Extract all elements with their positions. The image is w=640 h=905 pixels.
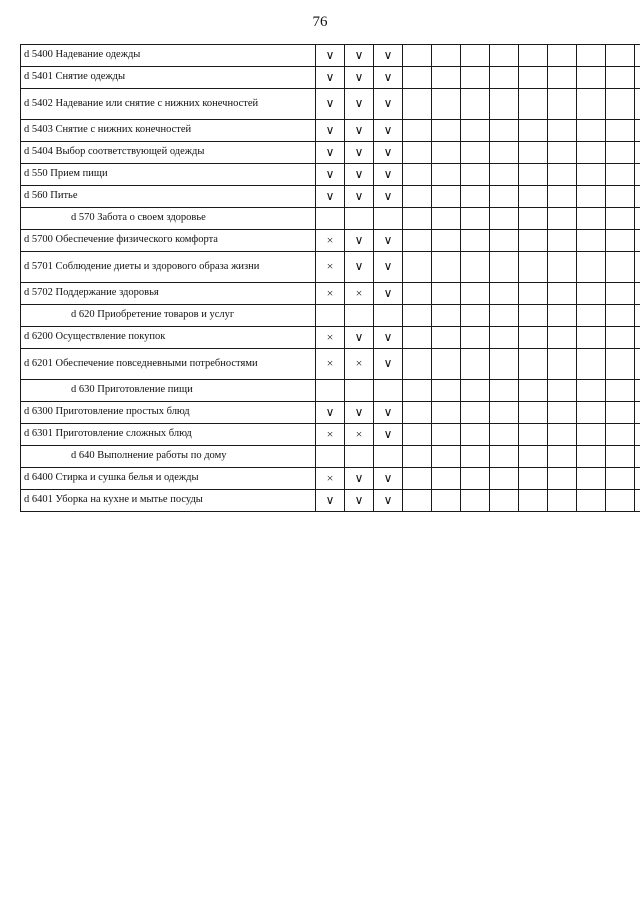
mark-cell bbox=[345, 208, 374, 230]
empty-cell bbox=[519, 142, 548, 164]
empty-cell bbox=[577, 142, 606, 164]
mark-cell: ∨ bbox=[316, 142, 345, 164]
mark-cell: ∨ bbox=[374, 424, 403, 446]
row-label: d 6301 Приготовление сложных блюд bbox=[21, 424, 316, 446]
empty-cell bbox=[635, 120, 640, 142]
mark-cell: ∨ bbox=[374, 327, 403, 349]
table-row bbox=[21, 186, 640, 208]
empty-cell bbox=[490, 349, 519, 380]
empty-cell bbox=[490, 305, 519, 327]
empty-cell bbox=[606, 142, 635, 164]
empty-cell bbox=[577, 402, 606, 424]
empty-cell bbox=[519, 120, 548, 142]
mark-cell: ∨ bbox=[374, 402, 403, 424]
mark-cell bbox=[345, 446, 374, 468]
assessment-table-body bbox=[21, 45, 640, 512]
empty-cell bbox=[461, 230, 490, 252]
table-row bbox=[21, 164, 640, 186]
mark-cell: ∨ bbox=[316, 89, 345, 120]
empty-cell bbox=[490, 327, 519, 349]
empty-cell bbox=[403, 67, 432, 89]
empty-cell bbox=[461, 164, 490, 186]
empty-cell bbox=[606, 424, 635, 446]
row-label: d 550 Прием пищи bbox=[21, 164, 316, 186]
mark-cell bbox=[374, 446, 403, 468]
empty-cell bbox=[606, 468, 635, 490]
table-row bbox=[21, 45, 640, 67]
empty-cell bbox=[490, 67, 519, 89]
empty-cell bbox=[519, 45, 548, 67]
empty-cell bbox=[461, 186, 490, 208]
row-label: d 6201 Обеспечение повседневными потребностями bbox=[21, 349, 316, 380]
empty-cell bbox=[432, 468, 461, 490]
empty-cell bbox=[432, 67, 461, 89]
empty-cell bbox=[606, 349, 635, 380]
empty-cell bbox=[548, 230, 577, 252]
row-label: d 5700 Обеспечение физического комфорта bbox=[21, 230, 316, 252]
empty-cell bbox=[548, 89, 577, 120]
empty-cell bbox=[606, 305, 635, 327]
empty-cell bbox=[577, 89, 606, 120]
empty-cell bbox=[490, 45, 519, 67]
empty-cell bbox=[461, 468, 490, 490]
empty-cell bbox=[490, 230, 519, 252]
empty-cell bbox=[432, 230, 461, 252]
mark-cell: ∨ bbox=[374, 468, 403, 490]
empty-cell bbox=[577, 186, 606, 208]
empty-cell bbox=[432, 45, 461, 67]
empty-cell bbox=[635, 230, 640, 252]
row-label: d 5401 Снятие одежды bbox=[21, 67, 316, 89]
empty-cell bbox=[635, 142, 640, 164]
table-row bbox=[21, 402, 640, 424]
mark-cell: ∨ bbox=[374, 142, 403, 164]
empty-cell bbox=[548, 164, 577, 186]
empty-cell bbox=[432, 283, 461, 305]
table-row bbox=[21, 252, 640, 283]
empty-cell bbox=[403, 89, 432, 120]
mark-cell bbox=[374, 208, 403, 230]
mark-cell: ∨ bbox=[316, 45, 345, 67]
mark-cell: × bbox=[316, 327, 345, 349]
empty-cell bbox=[635, 468, 640, 490]
empty-cell bbox=[548, 67, 577, 89]
empty-cell bbox=[606, 283, 635, 305]
empty-cell bbox=[519, 67, 548, 89]
mark-cell: ∨ bbox=[345, 252, 374, 283]
empty-cell bbox=[490, 120, 519, 142]
mark-cell: ∨ bbox=[374, 89, 403, 120]
empty-cell bbox=[403, 402, 432, 424]
mark-cell: × bbox=[316, 283, 345, 305]
empty-cell bbox=[490, 208, 519, 230]
empty-cell bbox=[635, 45, 640, 67]
empty-cell bbox=[635, 186, 640, 208]
empty-cell bbox=[403, 327, 432, 349]
empty-cell bbox=[519, 305, 548, 327]
empty-cell bbox=[606, 164, 635, 186]
mark-cell bbox=[374, 380, 403, 402]
table-row bbox=[21, 89, 640, 120]
empty-cell bbox=[403, 252, 432, 283]
empty-cell bbox=[577, 230, 606, 252]
empty-cell bbox=[635, 327, 640, 349]
mark-cell: ∨ bbox=[316, 402, 345, 424]
mark-cell: ∨ bbox=[345, 142, 374, 164]
empty-cell bbox=[577, 446, 606, 468]
empty-cell bbox=[403, 208, 432, 230]
empty-cell bbox=[519, 490, 548, 512]
empty-cell bbox=[606, 120, 635, 142]
mark-cell: ∨ bbox=[345, 186, 374, 208]
empty-cell bbox=[577, 349, 606, 380]
empty-cell bbox=[519, 208, 548, 230]
empty-cell bbox=[548, 283, 577, 305]
empty-cell bbox=[519, 380, 548, 402]
table-row bbox=[21, 380, 640, 402]
empty-cell bbox=[635, 349, 640, 380]
empty-cell bbox=[432, 164, 461, 186]
empty-cell bbox=[519, 349, 548, 380]
empty-cell bbox=[461, 402, 490, 424]
empty-cell bbox=[635, 305, 640, 327]
mark-cell: ∨ bbox=[374, 283, 403, 305]
mark-cell: ∨ bbox=[374, 349, 403, 380]
empty-cell bbox=[432, 89, 461, 120]
table-row bbox=[21, 468, 640, 490]
empty-cell bbox=[461, 424, 490, 446]
mark-cell: × bbox=[316, 349, 345, 380]
empty-cell bbox=[635, 380, 640, 402]
empty-cell bbox=[403, 468, 432, 490]
empty-cell bbox=[548, 186, 577, 208]
empty-cell bbox=[403, 164, 432, 186]
mark-cell: × bbox=[345, 349, 374, 380]
mark-cell: ∨ bbox=[316, 490, 345, 512]
empty-cell bbox=[548, 142, 577, 164]
empty-cell bbox=[635, 164, 640, 186]
empty-cell bbox=[461, 349, 490, 380]
empty-cell bbox=[490, 283, 519, 305]
empty-cell bbox=[461, 89, 490, 120]
empty-cell bbox=[635, 252, 640, 283]
table-row bbox=[21, 424, 640, 446]
row-label: d 6200 Осуществление покупок bbox=[21, 327, 316, 349]
table-row bbox=[21, 446, 640, 468]
empty-cell bbox=[577, 305, 606, 327]
row-label: d 640 Выполнение работы по дому bbox=[21, 446, 316, 468]
empty-cell bbox=[606, 45, 635, 67]
empty-cell bbox=[403, 424, 432, 446]
mark-cell: ∨ bbox=[374, 164, 403, 186]
empty-cell bbox=[432, 142, 461, 164]
empty-cell bbox=[635, 402, 640, 424]
mark-cell bbox=[316, 305, 345, 327]
empty-cell bbox=[432, 380, 461, 402]
empty-cell bbox=[577, 208, 606, 230]
empty-cell bbox=[606, 186, 635, 208]
empty-cell bbox=[432, 349, 461, 380]
empty-cell bbox=[577, 164, 606, 186]
mark-cell: × bbox=[316, 468, 345, 490]
table-row bbox=[21, 120, 640, 142]
mark-cell: ∨ bbox=[345, 67, 374, 89]
empty-cell bbox=[548, 402, 577, 424]
empty-cell bbox=[461, 490, 490, 512]
empty-cell bbox=[606, 380, 635, 402]
empty-cell bbox=[403, 283, 432, 305]
empty-cell bbox=[461, 283, 490, 305]
empty-cell bbox=[519, 283, 548, 305]
mark-cell: ∨ bbox=[345, 45, 374, 67]
empty-cell bbox=[461, 327, 490, 349]
empty-cell bbox=[490, 424, 519, 446]
empty-cell bbox=[432, 208, 461, 230]
empty-cell bbox=[577, 120, 606, 142]
empty-cell bbox=[577, 327, 606, 349]
mark-cell: ∨ bbox=[345, 490, 374, 512]
empty-cell bbox=[519, 89, 548, 120]
mark-cell: ∨ bbox=[374, 67, 403, 89]
empty-cell bbox=[577, 380, 606, 402]
empty-cell bbox=[519, 468, 548, 490]
mark-cell bbox=[316, 446, 345, 468]
empty-cell bbox=[461, 305, 490, 327]
empty-cell bbox=[635, 89, 640, 120]
mark-cell: × bbox=[345, 424, 374, 446]
mark-cell: × bbox=[316, 424, 345, 446]
empty-cell bbox=[548, 45, 577, 67]
empty-cell bbox=[432, 446, 461, 468]
empty-cell bbox=[519, 402, 548, 424]
empty-cell bbox=[403, 380, 432, 402]
empty-cell bbox=[432, 305, 461, 327]
empty-cell bbox=[548, 424, 577, 446]
empty-cell bbox=[461, 142, 490, 164]
empty-cell bbox=[519, 446, 548, 468]
empty-cell bbox=[490, 402, 519, 424]
empty-cell bbox=[403, 186, 432, 208]
empty-cell bbox=[432, 402, 461, 424]
mark-cell bbox=[345, 305, 374, 327]
mark-cell: ∨ bbox=[374, 490, 403, 512]
table-row bbox=[21, 327, 640, 349]
mark-cell: ∨ bbox=[374, 186, 403, 208]
empty-cell bbox=[606, 67, 635, 89]
empty-cell bbox=[548, 446, 577, 468]
row-label: d 5404 Выбор соответствующей одежды bbox=[21, 142, 316, 164]
assessment-table bbox=[20, 44, 640, 512]
empty-cell bbox=[519, 424, 548, 446]
empty-cell bbox=[606, 252, 635, 283]
row-label: d 5400 Надевание одежды bbox=[21, 45, 316, 67]
mark-cell bbox=[316, 208, 345, 230]
table-row bbox=[21, 67, 640, 89]
row-label: d 5701 Соблюдение диеты и здорового образа жизни bbox=[21, 252, 316, 283]
empty-cell bbox=[606, 446, 635, 468]
empty-cell bbox=[490, 164, 519, 186]
empty-cell bbox=[519, 230, 548, 252]
table-row bbox=[21, 283, 640, 305]
empty-cell bbox=[403, 349, 432, 380]
empty-cell bbox=[548, 120, 577, 142]
empty-cell bbox=[490, 186, 519, 208]
mark-cell: ∨ bbox=[345, 468, 374, 490]
empty-cell bbox=[577, 283, 606, 305]
empty-cell bbox=[548, 349, 577, 380]
empty-cell bbox=[461, 45, 490, 67]
empty-cell bbox=[403, 490, 432, 512]
page-number: 76 bbox=[312, 14, 328, 30]
empty-cell bbox=[461, 380, 490, 402]
mark-cell: × bbox=[316, 230, 345, 252]
empty-cell bbox=[403, 142, 432, 164]
empty-cell bbox=[490, 380, 519, 402]
empty-cell bbox=[519, 186, 548, 208]
mark-cell: ∨ bbox=[345, 402, 374, 424]
empty-cell bbox=[432, 490, 461, 512]
row-label: d 630 Приготовление пищи bbox=[21, 380, 316, 402]
empty-cell bbox=[403, 305, 432, 327]
empty-cell bbox=[490, 468, 519, 490]
row-label: d 6401 Уборка на кухне и мытье посуды bbox=[21, 490, 316, 512]
empty-cell bbox=[548, 252, 577, 283]
empty-cell bbox=[461, 67, 490, 89]
mark-cell: × bbox=[316, 252, 345, 283]
empty-cell bbox=[490, 89, 519, 120]
table-row bbox=[21, 142, 640, 164]
empty-cell bbox=[432, 327, 461, 349]
mark-cell: ∨ bbox=[345, 120, 374, 142]
row-label: d 5402 Надевание или снятие с нижних конечностей bbox=[21, 89, 316, 120]
empty-cell bbox=[635, 67, 640, 89]
table-row bbox=[21, 305, 640, 327]
empty-cell bbox=[606, 402, 635, 424]
row-label: d 570 Забота о своем здоровье bbox=[21, 208, 316, 230]
empty-cell bbox=[490, 490, 519, 512]
mark-cell bbox=[316, 380, 345, 402]
empty-cell bbox=[606, 208, 635, 230]
empty-cell bbox=[403, 446, 432, 468]
table-row bbox=[21, 208, 640, 230]
empty-cell bbox=[548, 327, 577, 349]
empty-cell bbox=[548, 380, 577, 402]
empty-cell bbox=[635, 208, 640, 230]
mark-cell: ∨ bbox=[316, 67, 345, 89]
mark-cell: ∨ bbox=[345, 164, 374, 186]
mark-cell: ∨ bbox=[345, 327, 374, 349]
empty-cell bbox=[577, 67, 606, 89]
mark-cell: ∨ bbox=[374, 120, 403, 142]
empty-cell bbox=[635, 283, 640, 305]
empty-cell bbox=[519, 164, 548, 186]
empty-cell bbox=[519, 252, 548, 283]
empty-cell bbox=[548, 305, 577, 327]
row-label: d 6400 Стирка и сушка белья и одежды bbox=[21, 468, 316, 490]
empty-cell bbox=[635, 424, 640, 446]
row-label: d 5702 Поддержание здоровья bbox=[21, 283, 316, 305]
mark-cell: ∨ bbox=[374, 252, 403, 283]
empty-cell bbox=[606, 89, 635, 120]
empty-cell bbox=[577, 252, 606, 283]
empty-cell bbox=[577, 468, 606, 490]
mark-cell: ∨ bbox=[345, 89, 374, 120]
empty-cell bbox=[577, 490, 606, 512]
row-label: d 620 Приобретение товаров и услуг bbox=[21, 305, 316, 327]
empty-cell bbox=[490, 446, 519, 468]
empty-cell bbox=[606, 230, 635, 252]
empty-cell bbox=[635, 446, 640, 468]
empty-cell bbox=[635, 490, 640, 512]
mark-cell: × bbox=[345, 283, 374, 305]
table-row bbox=[21, 349, 640, 380]
empty-cell bbox=[577, 45, 606, 67]
empty-cell bbox=[461, 252, 490, 283]
mark-cell: ∨ bbox=[374, 45, 403, 67]
empty-cell bbox=[432, 424, 461, 446]
empty-cell bbox=[432, 120, 461, 142]
empty-cell bbox=[548, 468, 577, 490]
table-row bbox=[21, 490, 640, 512]
empty-cell bbox=[461, 120, 490, 142]
empty-cell bbox=[432, 252, 461, 283]
empty-cell bbox=[577, 424, 606, 446]
empty-cell bbox=[403, 120, 432, 142]
empty-cell bbox=[403, 45, 432, 67]
empty-cell bbox=[461, 446, 490, 468]
table-row bbox=[21, 230, 640, 252]
empty-cell bbox=[548, 490, 577, 512]
empty-cell bbox=[432, 186, 461, 208]
mark-cell bbox=[345, 380, 374, 402]
empty-cell bbox=[606, 490, 635, 512]
empty-cell bbox=[403, 230, 432, 252]
mark-cell bbox=[374, 305, 403, 327]
empty-cell bbox=[461, 208, 490, 230]
mark-cell: ∨ bbox=[345, 230, 374, 252]
mark-cell: ∨ bbox=[316, 120, 345, 142]
row-label: d 560 Питье bbox=[21, 186, 316, 208]
row-label: d 6300 Приготовление простых блюд bbox=[21, 402, 316, 424]
empty-cell bbox=[490, 252, 519, 283]
mark-cell: ∨ bbox=[374, 230, 403, 252]
mark-cell: ∨ bbox=[316, 186, 345, 208]
empty-cell bbox=[519, 327, 548, 349]
empty-cell bbox=[490, 142, 519, 164]
empty-cell bbox=[548, 208, 577, 230]
mark-cell: ∨ bbox=[316, 164, 345, 186]
row-label: d 5403 Снятие с нижних конечностей bbox=[21, 120, 316, 142]
empty-cell bbox=[606, 327, 635, 349]
